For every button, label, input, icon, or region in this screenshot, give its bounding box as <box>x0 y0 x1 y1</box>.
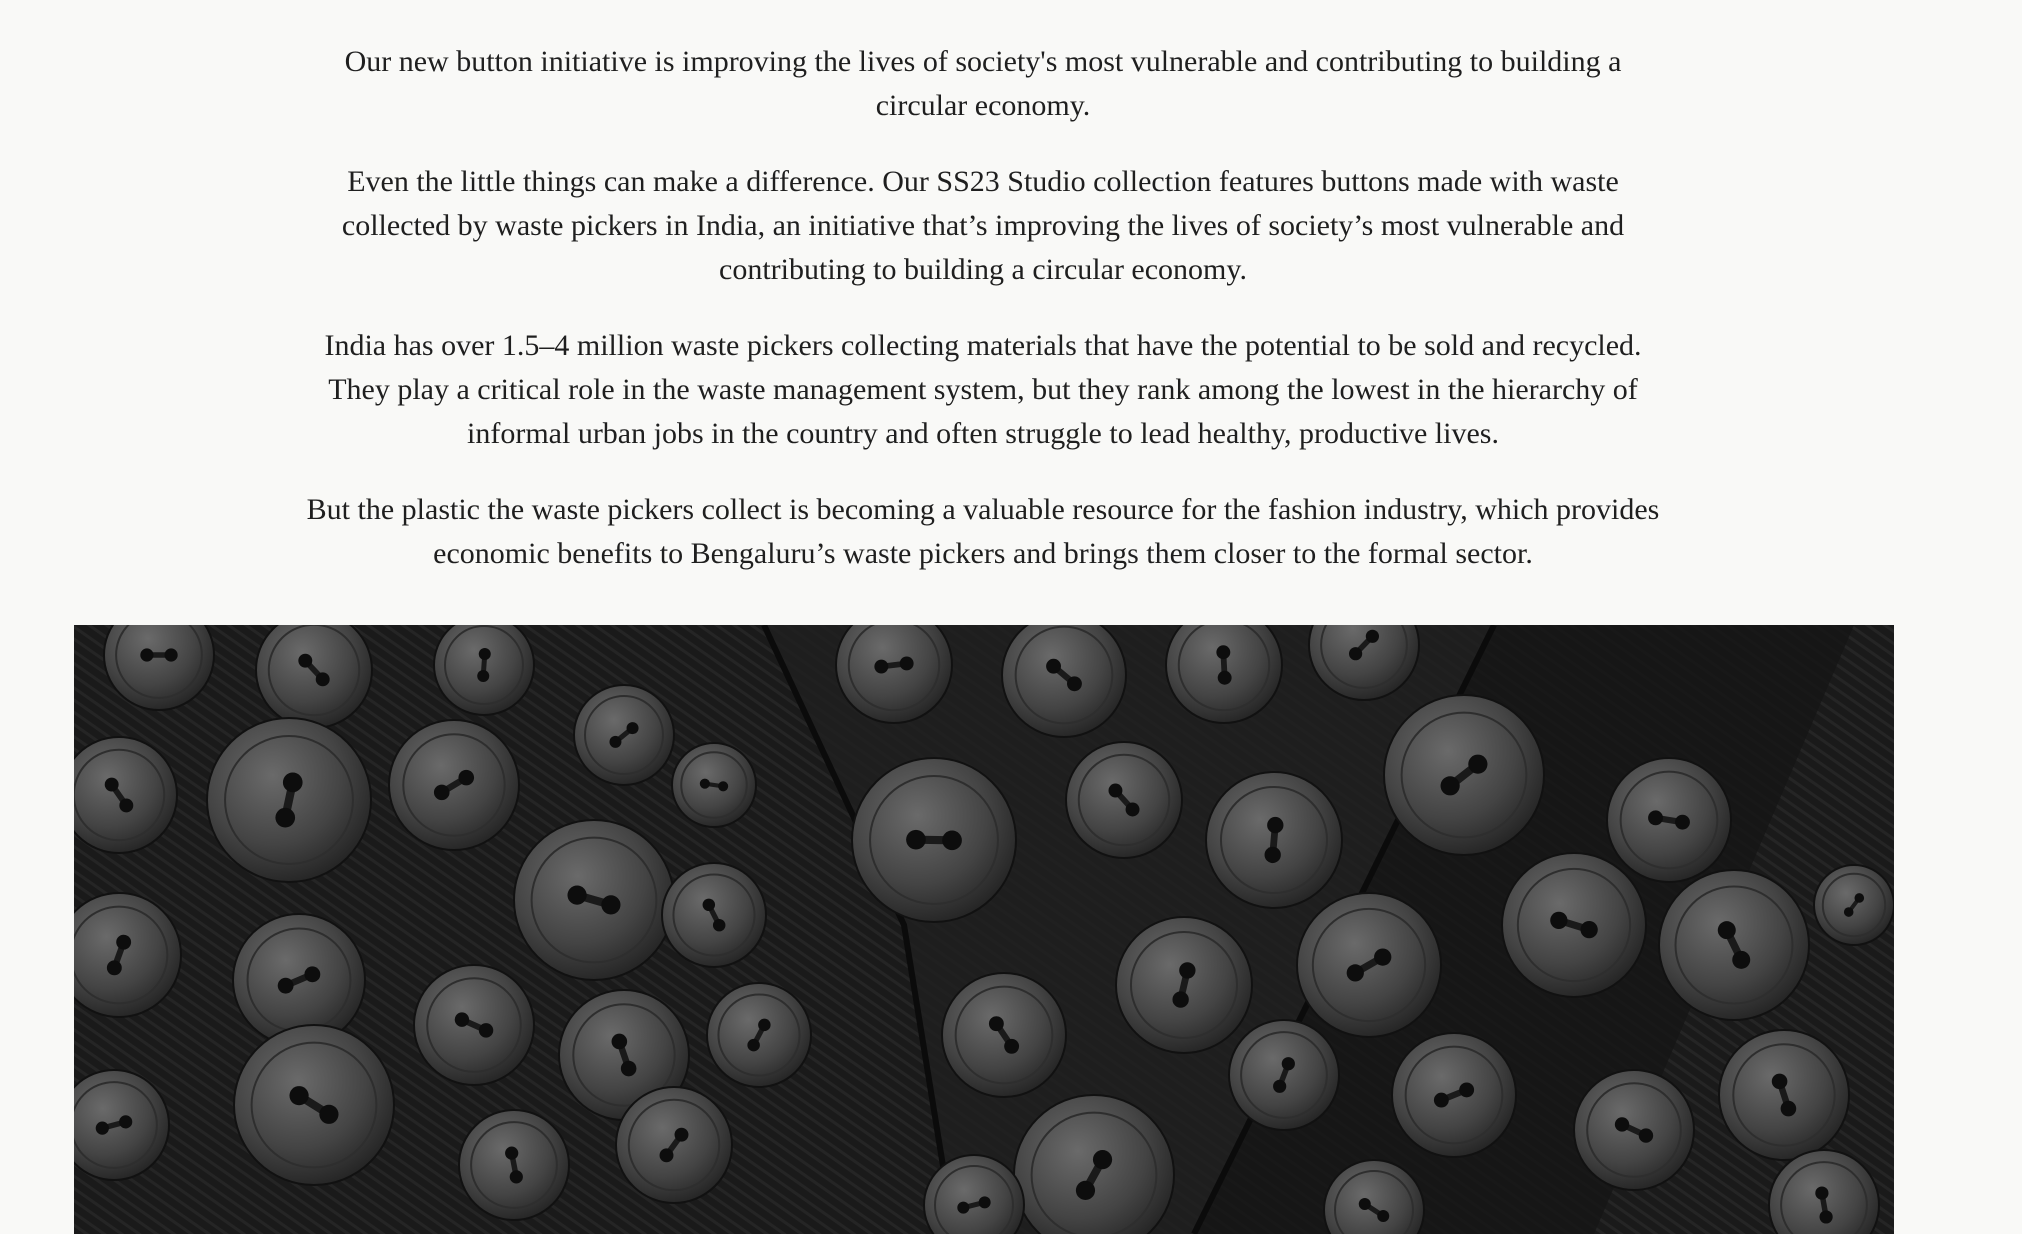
button-disc <box>434 625 534 715</box>
paragraph-plastic: But the plastic the waste pickers collect is becoming a valuable resource for the fashion industry, which provides economic benefits to Bengaluru’s waste pickers and brings them closer to the formal sector. <box>306 493 1660 570</box>
paragraph-intro: Our new button initiative is improving the lives of society's most vulnerable and contributing to building a circular economy. <box>344 45 1622 122</box>
button-disc <box>1116 917 1252 1053</box>
button-disc <box>1384 695 1544 855</box>
button-disc <box>207 718 371 882</box>
button-disc <box>942 973 1066 1097</box>
paragraph-india: India has over 1.5–4 million waste pickers collecting materials that have the potential to be sold and recycled. They play a critical role in the waste management system, but they rank among the lowest in the hierarchy of informal urban jobs in the country and often struggle to lead healthy, productive lives. <box>324 329 1642 450</box>
button-disc <box>662 863 766 967</box>
button-disc <box>234 1025 394 1185</box>
button-disc <box>74 737 177 853</box>
button-disc <box>1607 758 1731 882</box>
buttons-photo-graphic <box>74 625 1894 1234</box>
button-disc <box>1002 625 1126 737</box>
button-disc <box>1206 772 1342 908</box>
button-disc <box>852 758 1016 922</box>
button-disc <box>1229 1020 1339 1130</box>
button-disc <box>1814 865 1894 945</box>
button-disc <box>1297 893 1441 1037</box>
button-disc <box>1392 1033 1516 1157</box>
button-disc <box>1502 853 1646 997</box>
button-disc <box>389 720 519 850</box>
button-disc <box>707 983 811 1087</box>
button-disc <box>574 685 674 785</box>
article-copy <box>300 40 1666 608</box>
paragraph-collection: Even the little things can make a difference. Our SS23 Studio collection features buttons made with waste collected by waste pickers in India, an initiative that’s improving the lives of society’s most vulnerable and contributing to building a circular economy. <box>341 165 1625 286</box>
button-disc <box>1719 1030 1849 1160</box>
button-disc <box>1659 870 1809 1020</box>
button-disc <box>1574 1070 1694 1190</box>
button-disc <box>256 625 372 728</box>
button-disc <box>1066 742 1182 858</box>
buttons-photo <box>74 625 1894 1234</box>
button-disc <box>672 743 756 827</box>
button-disc <box>459 1110 569 1220</box>
button-disc <box>414 965 534 1085</box>
button-disc <box>514 820 674 980</box>
button-disc <box>616 1087 732 1203</box>
